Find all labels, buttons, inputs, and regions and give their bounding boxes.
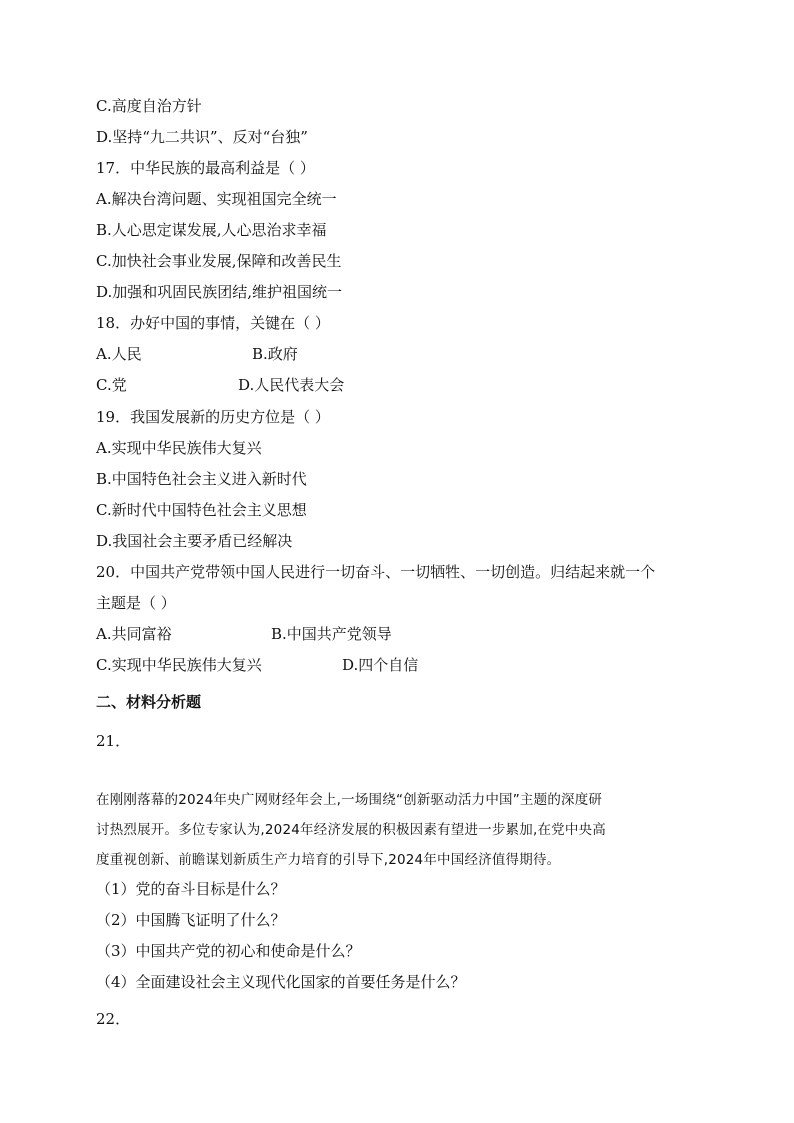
q22-number: 22．	[96, 1010, 131, 1028]
q17-option-c: C.加快社会事业发展,保障和改善民生	[96, 252, 342, 270]
q21-subquestion-3: （3）中国共产党的初心和使命是什么？	[96, 942, 361, 960]
section-heading: 二、材料分析题	[96, 693, 202, 711]
q20-stem-line2: 主题是（ ）	[96, 594, 176, 612]
q19-option-a: A.实现中华民族伟大复兴	[96, 439, 262, 457]
q17-stem: 17．中华民族的最高利益是（ ）	[96, 159, 315, 177]
q18-option-a: A.人民	[96, 345, 142, 363]
q20-option-b: B.中国共产党领导	[271, 625, 392, 643]
q18-option-c: C.党	[96, 376, 127, 394]
q21-subquestion-1: （1）党的奋斗目标是什么？	[96, 880, 286, 898]
q19-option-d: D.我国社会主要矛盾已经解决	[96, 532, 293, 550]
q18-option-b: B.政府	[252, 345, 298, 363]
q16-option-d: D.坚持“九二共识”、反对“台独”	[96, 128, 308, 146]
q20-option-c: C.实现中华民族伟大复兴	[96, 656, 262, 674]
q20-stem-line1: 20．中国共产党带领中国人民进行一切奋斗、一切牺牲、一切创造。归结起来就一个	[96, 563, 656, 581]
q17-option-d: D.加强和巩固民族团结,维护祖国统一	[96, 283, 343, 301]
q20-options-row1	[96, 624, 696, 644]
q17-option-b: B.人心思定谋发展,人心思治求幸福	[96, 221, 327, 239]
q21-material-line1: 在刚刚落幕的2024年央广网财经年会上,一场围绕“创新驱动活力中国”主题的深度研	[96, 792, 603, 808]
q20-option-a: A.共同富裕	[96, 625, 172, 643]
q19-option-b: B.中国特色社会主义进入新时代	[96, 470, 307, 488]
q21-subquestion-2: （2）中国腾飞证明了什么？	[96, 911, 286, 929]
q21-material-line2: 讨热烈展开。多位专家认为,2024年经济发展的积极因素有望进一步累加,在党中央高	[96, 822, 606, 838]
q21-material-line3: 度重视创新、前瞻谋划新质生产力培育的引导下,2024年中国经济值得期待。	[96, 852, 561, 868]
q18-options-row2	[96, 375, 696, 395]
q18-option-d: D.人民代表大会	[238, 376, 345, 394]
q18-options-row1	[96, 344, 696, 364]
q20-option-d: D.四个自信	[342, 656, 419, 674]
q19-option-c: C.新时代中国特色社会主义思想	[96, 501, 307, 519]
q17-option-a: A.解决台湾问题、实现祖国完全统一	[96, 190, 337, 208]
q16-option-c: C.高度自治方针	[96, 97, 202, 115]
q20-options-row2	[96, 655, 696, 675]
q21-number: 21．	[96, 732, 131, 750]
q18-stem: 18．办好中国的事情，关键在（ ）	[96, 314, 330, 332]
q21-subquestion-4: （4）全面建设社会主义现代化国家的首要任务是什么？	[96, 973, 466, 991]
q19-stem: 19．我国发展新的历史方位是（ ）	[96, 408, 330, 426]
